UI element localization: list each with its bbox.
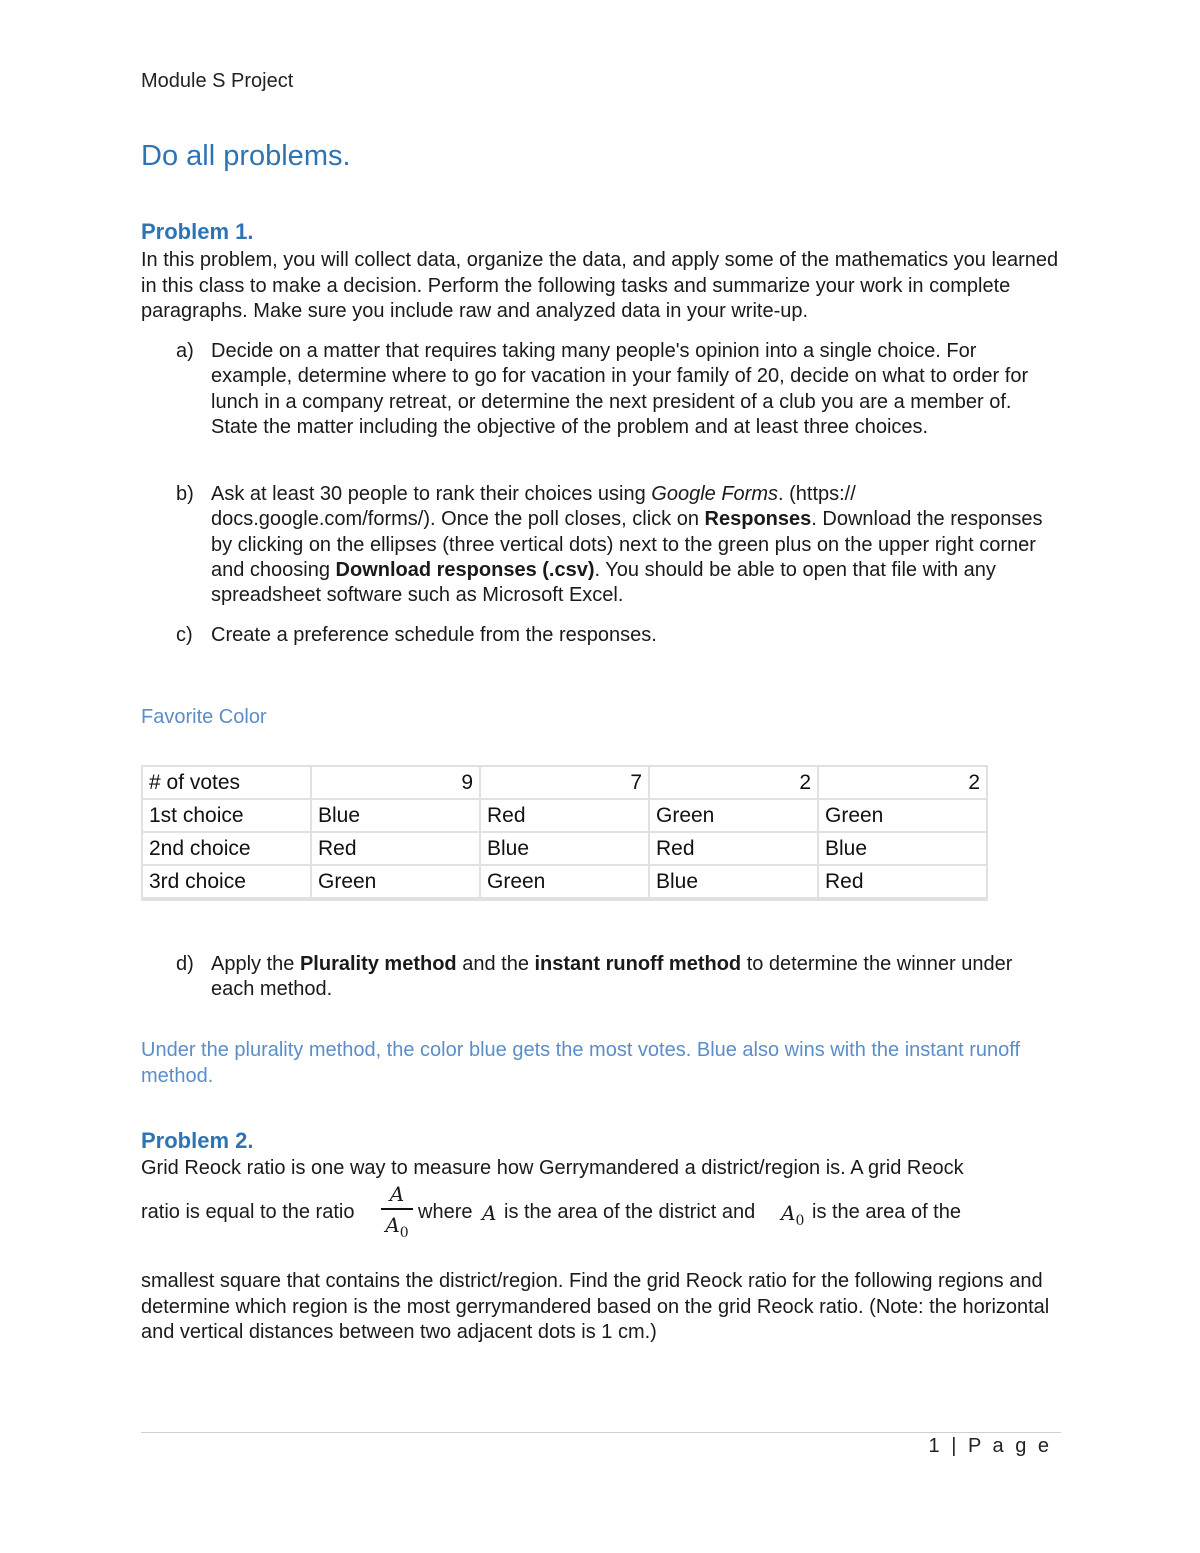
table-cell: Blue bbox=[480, 832, 649, 865]
table-cell: Green bbox=[480, 865, 649, 899]
table-row bbox=[142, 799, 987, 832]
task-c-text: Create a preference schedule from the responses. bbox=[211, 624, 657, 646]
problem-1-heading: Problem 1. bbox=[141, 219, 254, 244]
task-c bbox=[176, 623, 1056, 648]
table-cell: Red bbox=[649, 832, 818, 865]
variable-a: A bbox=[482, 1201, 497, 1225]
task-d-text bbox=[211, 952, 1056, 1003]
task-b-text-1: Ask at least 30 people to rank their choices using bbox=[211, 483, 652, 505]
problem-2-rest: smallest square that contains the district/region. Find the grid Reock ratio for the following regions and determine which region is the most gerrymandered based on the grid Reock ratio. (Note: the horizontal and vertical distances between two adjacent dots is 1 cm.) bbox=[141, 1270, 1050, 1343]
problem-2-heading: Problem 2. bbox=[141, 1128, 254, 1153]
variable-a0-subscript: 0 bbox=[795, 1213, 805, 1229]
task-b-label: b) bbox=[176, 483, 194, 505]
table-cell: Green bbox=[818, 799, 987, 832]
table-row bbox=[142, 766, 987, 799]
footer-divider bbox=[141, 1432, 1061, 1433]
table-cell: Red bbox=[480, 799, 649, 832]
preference-schedule-table bbox=[141, 765, 988, 901]
table-cell: Green bbox=[649, 799, 818, 832]
table-cell: Blue bbox=[311, 799, 480, 832]
fraction-numerator: A bbox=[389, 1182, 405, 1206]
task-b-text bbox=[211, 482, 1056, 608]
task-d-text-3: to determine the winner under each method. bbox=[211, 953, 1013, 1001]
table-cell: 2nd choice bbox=[142, 832, 311, 865]
problem-1-answer: Under the plurality method, the color blue gets the most votes. Blue also wins with the instant runoff method. bbox=[141, 1039, 1020, 1087]
table-row bbox=[142, 865, 987, 899]
task-c-label: c) bbox=[176, 624, 193, 646]
google-forms-text: Google Forms bbox=[651, 483, 778, 505]
task-d-label: d) bbox=[176, 953, 194, 975]
task-d bbox=[176, 952, 1056, 1003]
variable-a0-base: A bbox=[781, 1201, 796, 1225]
task-b bbox=[176, 482, 1056, 608]
formula-text-c: is the area of the district and bbox=[504, 1201, 756, 1223]
formula-text-b: where bbox=[418, 1201, 473, 1223]
fraction-denominator bbox=[379, 1210, 415, 1248]
task-a bbox=[176, 339, 1056, 440]
page-title: Do all problems. bbox=[141, 140, 351, 172]
task-b-text-2: . (https:// docs.google.com/forms/). Once the poll closes, click on bbox=[211, 483, 856, 531]
table-cell: Red bbox=[311, 832, 480, 865]
table-cell: Blue bbox=[649, 865, 818, 899]
formula-text-a: ratio is equal to the ratio bbox=[141, 1201, 355, 1223]
table-cell: 2 bbox=[818, 766, 987, 799]
table-cell: Red bbox=[818, 865, 987, 899]
reock-ratio-fraction bbox=[379, 1180, 415, 1248]
denominator-subscript: 0 bbox=[399, 1225, 409, 1241]
table-cell: 9 bbox=[311, 766, 480, 799]
task-a-label: a) bbox=[176, 340, 194, 362]
table-cell: Blue bbox=[818, 832, 987, 865]
plurality-method-bold: Plurality method bbox=[299, 953, 457, 975]
formula-text-d: is the area of the bbox=[812, 1201, 961, 1223]
denominator-var: A bbox=[385, 1213, 400, 1237]
task-d-text-1: Apply the bbox=[211, 953, 300, 975]
task-a-text: Decide on a matter that requires taking many people's opinion into a single choice. For example, determine where to go for vacation in your family of 20, decide on what to order for lunch in a company retreat, or determine the next president of a club you are a member of. State the matter including the objective of the problem and at least three choices. bbox=[211, 340, 1029, 438]
table-cell: 1st choice bbox=[142, 799, 311, 832]
document-header: Module S Project bbox=[141, 70, 294, 92]
problem-2-line-1: Grid Reock ratio is one way to measure how Gerrymandered a district/region is. A grid Reock bbox=[141, 1157, 964, 1179]
task-b-text-4: . You should be able to open that file with any spreadsheet software such as Microsoft Excel. bbox=[211, 558, 996, 607]
table-title: Favorite Color bbox=[141, 706, 267, 728]
variable-a0 bbox=[781, 1201, 804, 1229]
task-b-text-3: . Download the responses by clicking on the ellipses (three vertical dots) next to the green plus on the upper right corner and choosing bbox=[211, 508, 1043, 581]
problem-2-formula-line bbox=[141, 1180, 1061, 1246]
instant-runoff-bold: instant runoff method bbox=[534, 953, 742, 975]
table-cell: 3rd choice bbox=[142, 865, 311, 899]
problem-1-intro: In this problem, you will collect data, organize the data, and apply some of the mathematics you learned in this class to make a decision. Perform the following tasks and summarize your work in complete paragraphs. Make sure you include raw and analyzed data in your write-up. bbox=[141, 249, 1059, 322]
download-responses-bold: Download responses (.csv) bbox=[335, 558, 595, 581]
table-row bbox=[142, 832, 987, 865]
table-cell: Green bbox=[311, 865, 480, 899]
table-cell: 7 bbox=[480, 766, 649, 799]
table-cell: # of votes bbox=[142, 766, 311, 799]
page-number: 1 | P a g e bbox=[928, 1435, 1052, 1457]
responses-bold: Responses bbox=[704, 508, 812, 531]
task-d-text-2: and the bbox=[456, 953, 535, 975]
table-cell: 2 bbox=[649, 766, 818, 799]
